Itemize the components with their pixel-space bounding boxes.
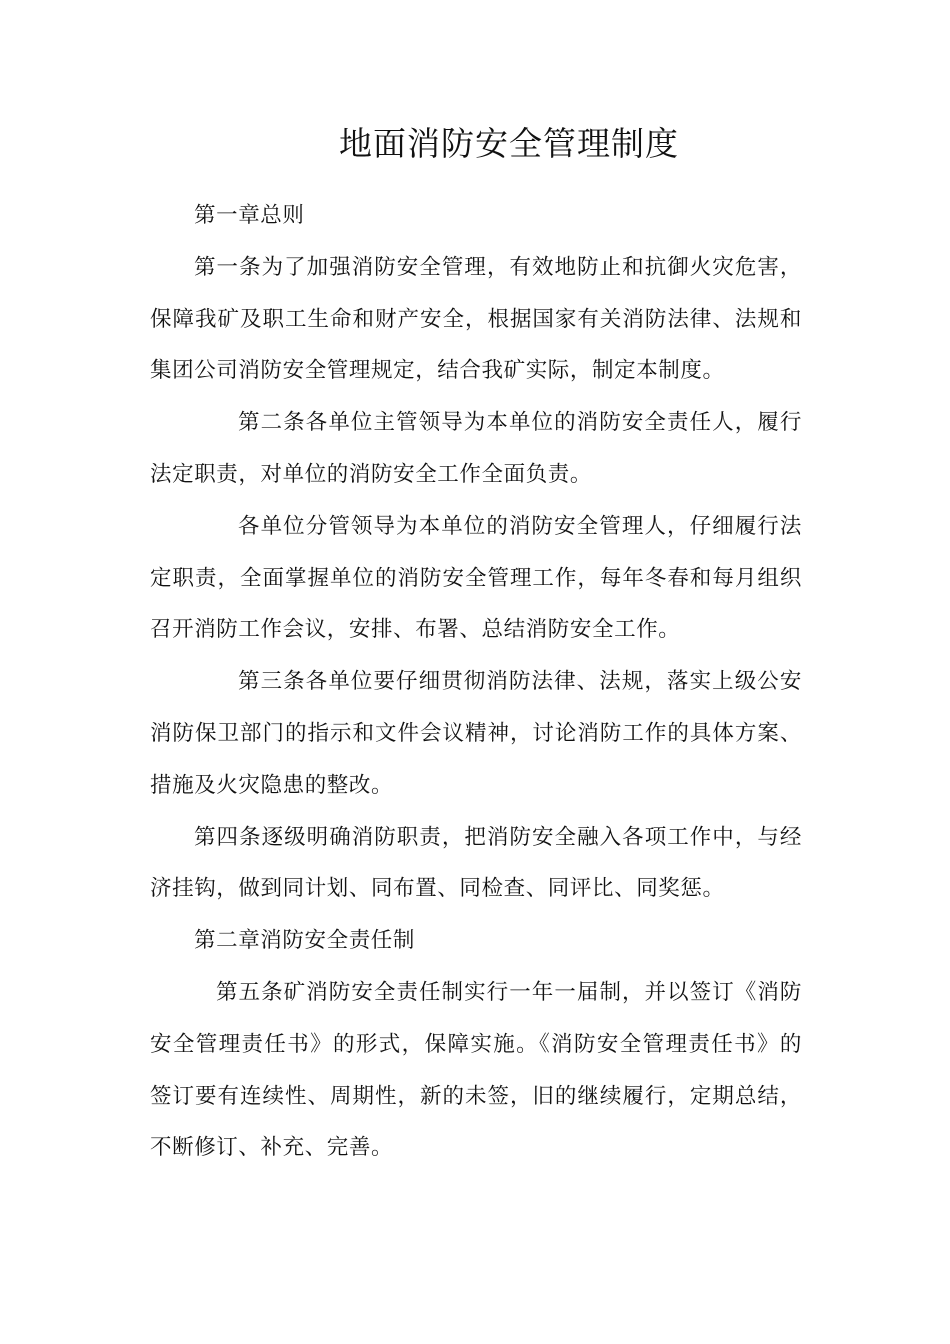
article-paragraph: 各单位分管领导为本单位的消防安全管理人，仔细履行法定职责，全面掌握单位的消防安全管理工作，每年冬春和每月组织召开消防工作会议，安排、布署、总结消防安全工作。 xyxy=(150,513,802,643)
article-paragraph: 第二条各单位主管领导为本单位的消防安全责任人，履行法定职责，对单位的消防安全工作全面负责。 xyxy=(150,410,802,487)
article-paragraph: 第五条矿消防安全责任制实行一年一届制，并以签订《消防安全管理责任书》的形式，保障实施。《消防安全管理责任书》的签订要有连续性、周期性，新的未签，旧的继续履行，定期总结，不断修订、补充、完善。 xyxy=(150,979,802,1161)
chapter-heading: 第二章消防安全责任制 xyxy=(194,928,416,954)
article-paragraph: 第一条为了加强消防安全管理，有效地防止和抗御火灾危害，保障我矿及职工生命和财产安全，根据国家有关消防法律、法规和集团公司消防安全管理规定，结合我矿实际，制定本制度。 xyxy=(150,254,802,384)
document-title: 地面消防安全管理制度 xyxy=(339,124,679,163)
document-body xyxy=(150,190,802,1174)
article-paragraph: 第四条逐级明确消防职责，把消防安全融入各项工作中，与经济挂钩，做到同计划、同布置、同检查、同评比、同奖惩。 xyxy=(150,824,802,902)
chapter-heading: 第一章总则 xyxy=(194,203,305,228)
article-paragraph: 第三条各单位要仔细贯彻消防法律、法规，落实上级公安消防保卫部门的指示和文件会议精神，讨论消防工作的具体方案、措施及火灾隐患的整改。 xyxy=(150,669,802,798)
